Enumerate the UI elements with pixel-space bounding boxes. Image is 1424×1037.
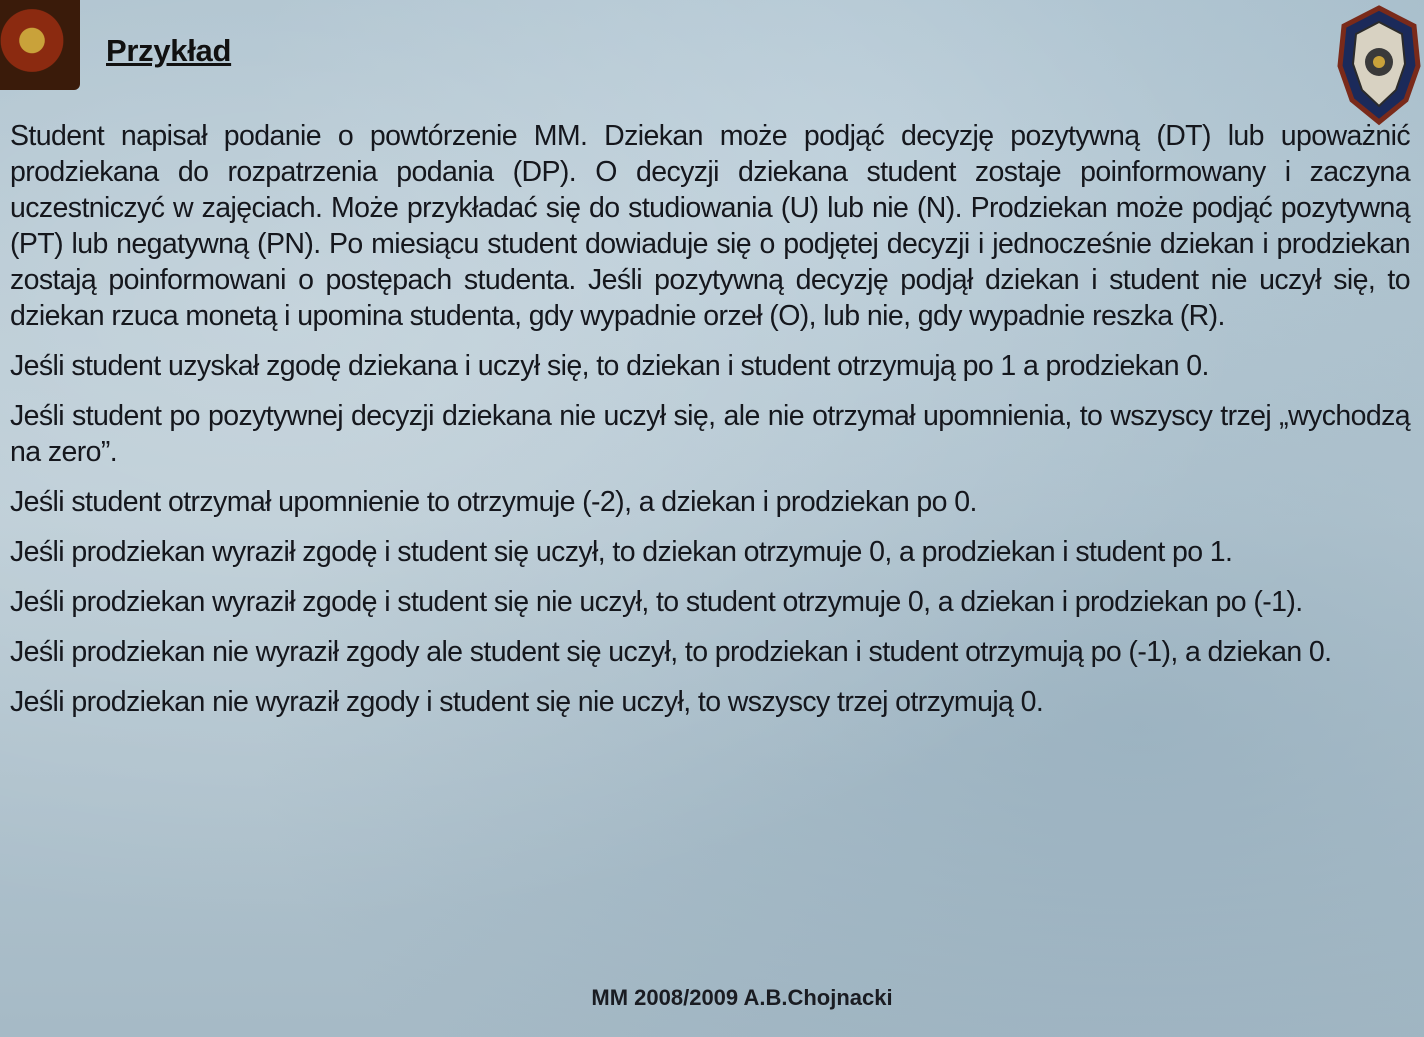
paragraph-rule-6: Jeśli prodziekan nie wyraził zgody ale student się uczył, to prodziekan i student otrzymują po (-1), a dziekan 0.	[10, 636, 1332, 668]
paragraph-rule-7: Jeśli prodziekan nie wyraził zgody i student się nie uczył, to wszyscy trzej otrzymują 0.	[10, 686, 1044, 718]
paragraph-rule-5: Jeśli prodziekan wyraził zgodę i student się nie uczył, to student otrzymuje 0, a dziekan i prodziekan po (-1).	[10, 586, 1303, 618]
paragraph-intro: Student napisał podanie o powtórzenie MM. Dziekan może podjąć decyzję pozytywną (DT) lub upoważnić prodziekana do rozpatrzenia podania (DP). O decyzji dziekana student zostaje poinformowany i zaczyna uczestniczyć w zajęciach. Może przykładać się do studiowania (U) lub nie (N). Prodziekan może podjąć pozytywną (PT) lub negatywną (PN). Po miesiącu student dowiaduje się o podjętej decyzji i jednocześnie dziekan i prodziekan zostają poinformowani o postępach studenta. Jeśli pozytywną decyzję podjął dziekan i student nie uczył się, to dziekan rzuca monetą i upomina studenta, gdy wypadnie orzeł (O), lub nie, gdy wypadnie reszka (R).	[10, 120, 1410, 332]
paragraph-rule-2: Jeśli student po pozytywnej decyzji dziekana nie uczył się, ale nie otrzymał upomnienia, to wszyscy trzej „wychodzą na zero”.	[10, 400, 1410, 468]
slide-footer: MM 2008/2009 A.B.Chojnacki	[591, 985, 893, 1010]
paragraph-rule-4: Jeśli prodziekan wyraził zgodę i student się uczył, to dziekan otrzymuje 0, a prodziekan i student po 1.	[10, 536, 1233, 568]
paragraph-rule-1: Jeśli student uzyskał zgodę dziekana i uczył się, to dziekan i student otrzymują po 1 a prodziekan 0.	[10, 350, 1209, 382]
slide-content	[10, 118, 1410, 734]
slide-title: Przykład	[106, 33, 232, 68]
faculty-crest-icon	[1336, 4, 1422, 128]
paragraph-rule-3: Jeśli student otrzymał upomnienie to otrzymuje (-2), a dziekan i prodziekan po 0.	[10, 486, 977, 518]
university-emblem-icon	[0, 0, 80, 90]
